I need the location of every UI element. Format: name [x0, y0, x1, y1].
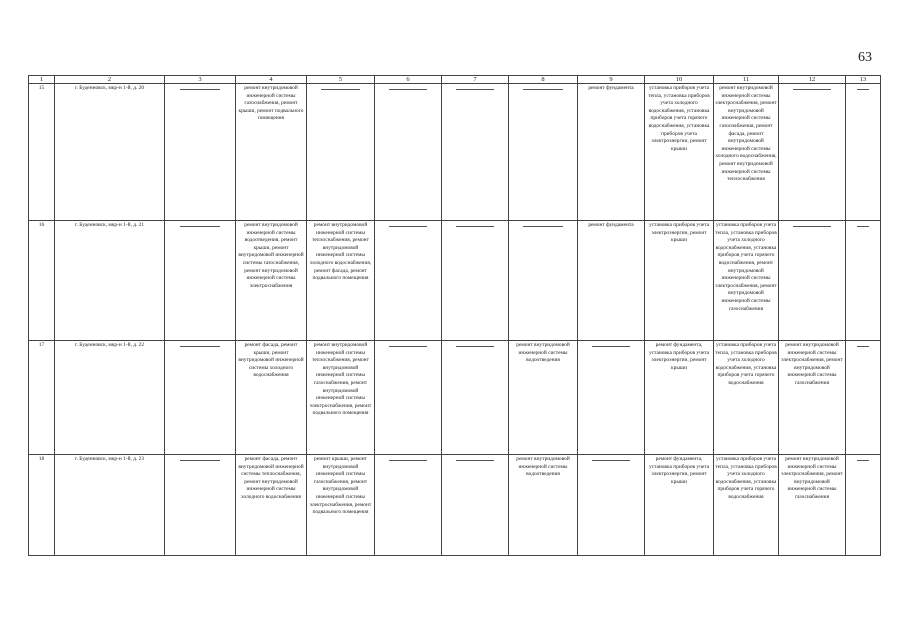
- empty-dash: [456, 89, 494, 90]
- empty-dash: [857, 89, 868, 90]
- address-cell: г. Буденновск, мкр-н 1-й, д. 21: [55, 221, 165, 341]
- table-row: [29, 221, 881, 341]
- repair-schedule-table: [28, 75, 881, 556]
- works-cell-col-13: [846, 221, 881, 341]
- column-number: 12: [779, 76, 846, 84]
- works-cell-col-8: ремонт внутридомовой инженерной системы водоотведения: [509, 455, 578, 556]
- works-cell-col-12: ремонт внутридомовой инженерной системы электроснабжения, ремонт внутридомовой инженерной системы газоснабжения: [779, 455, 846, 556]
- table-row: [29, 341, 881, 455]
- empty-dash: [389, 89, 427, 90]
- empty-dash: [857, 460, 868, 461]
- empty-dash: [389, 226, 427, 227]
- works-cell-col-8: [509, 84, 578, 221]
- works-cell-col-8: [509, 221, 578, 341]
- works-cell-col-3: [165, 221, 236, 341]
- empty-dash: [180, 346, 221, 347]
- empty-dash: [389, 346, 427, 347]
- empty-dash: [180, 89, 221, 90]
- row-number-cell: 17: [29, 341, 55, 455]
- empty-dash: [456, 460, 494, 461]
- works-cell-col-13: [846, 455, 881, 556]
- works-cell-col-3: [165, 455, 236, 556]
- column-number: 4: [236, 76, 307, 84]
- works-cell-col-12: [779, 221, 846, 341]
- works-cell-col-6: [375, 221, 442, 341]
- works-cell-col-5: ремонт крыши, ремонт внутридомовой инженерной системы газоснабжения, ремонт внутридомовой инженерной системы электроснабжения, ремонт подвального помещения: [307, 455, 375, 556]
- empty-dash: [321, 89, 360, 90]
- column-number: 1: [29, 76, 55, 84]
- empty-dash: [523, 89, 563, 90]
- column-number: 8: [509, 76, 578, 84]
- works-cell-col-11: установка приборов учета тепла, установка приборов учета холодного водоснабжения, установка приборов учета горячего водоснабжения, ремонт внутридомовой инженерной системы электроснабжения, ремонт внутридомовой инженерной системы газоснабжения: [714, 221, 779, 341]
- works-cell-col-10: установка приборов учета электроэнергии, ремонт крыши: [645, 221, 714, 341]
- empty-dash: [456, 346, 494, 347]
- works-cell-col-4: ремонт внутридомовой инженерной системы газоснабжения, ремонт крыши, ремонт подвального помещения: [236, 84, 307, 221]
- works-cell-col-4: ремонт внутридомовой инженерной системы водоотведения, ремонт крыши, ремонт внутридомовой инженерной системы газоснабжения, ремонт внутридомовой инженерной системы электроснабжения: [236, 221, 307, 341]
- column-number: 6: [375, 76, 442, 84]
- column-number: 10: [645, 76, 714, 84]
- works-cell-col-7: [442, 455, 509, 556]
- works-cell-col-4: ремонт фасада, ремонт внутридомовой инженерной системы теплоснабжения, ремонт внутридомовой инженерной системы холодного водоснабжения: [236, 455, 307, 556]
- works-cell-col-6: [375, 84, 442, 221]
- column-number: 7: [442, 76, 509, 84]
- row-number-cell: 18: [29, 455, 55, 556]
- works-cell-col-7: [442, 221, 509, 341]
- column-number: 11: [714, 76, 779, 84]
- empty-dash: [523, 226, 563, 227]
- works-cell-col-13: [846, 84, 881, 221]
- empty-dash: [180, 226, 221, 227]
- works-cell-col-12: [779, 84, 846, 221]
- row-number-cell: 15: [29, 84, 55, 221]
- works-cell-col-7: [442, 84, 509, 221]
- works-cell-col-6: [375, 341, 442, 455]
- works-cell-col-3: [165, 84, 236, 221]
- table-row: [29, 84, 881, 221]
- empty-dash: [857, 226, 868, 227]
- works-cell-col-8: ремонт внутридомовой инженерной системы водоотведения: [509, 341, 578, 455]
- column-number: 3: [165, 76, 236, 84]
- works-cell-col-4: ремонт фасада, ремонт крыши, ремонт внутридомовой инженерной системы холодного водоснабжения: [236, 341, 307, 455]
- works-cell-col-11: установка приборов учета тепла, установка приборов учета холодного водоснабжения, установка приборов учета горячего водоснабжения: [714, 455, 779, 556]
- empty-dash: [592, 346, 630, 347]
- works-cell-col-10: ремонт фундамента, установка приборов учета электроэнергии, ремонт крыши: [645, 341, 714, 455]
- column-number: 5: [307, 76, 375, 84]
- works-cell-col-10: установка приборов учета тепла, установка приборов учета холодного водоснабжения, установка приборов учета горячего водоснабжения, установка приборов учета электроэнергии, ремонт крыши: [645, 84, 714, 221]
- address-cell: г. Буденновск, мкр-н 1-й, д. 23: [55, 455, 165, 556]
- works-cell-col-11: установка приборов учета тепла, установка приборов учета холодного водоснабжения, установка приборов учета горячего водоснабжения: [714, 341, 779, 455]
- works-cell-col-9: [578, 455, 645, 556]
- empty-dash: [793, 226, 831, 227]
- works-cell-col-12: ремонт внутридомовой инженерной системы электроснабжения, ремонт внутридомовой инженерной системы газоснабжения: [779, 341, 846, 455]
- works-cell-col-9: ремонт фундамента: [578, 221, 645, 341]
- works-cell-col-7: [442, 341, 509, 455]
- works-cell-col-6: [375, 455, 442, 556]
- row-number-cell: 16: [29, 221, 55, 341]
- works-cell-col-11: ремонт внутридомовой инженерной системы электроснабжения, ремонт внутридомовой инженерной системы газоснабжения, ремонт фасада, ремонт внутридомовой инженерной системы холодного водоснабжения, ремонт внутридомовой инженерной системы теплоснабжения: [714, 84, 779, 221]
- empty-dash: [180, 460, 221, 461]
- empty-dash: [389, 460, 427, 461]
- column-number: 13: [846, 76, 881, 84]
- column-number: 9: [578, 76, 645, 84]
- works-cell-col-10: ремонт фундамента, установка приборов учета электроэнергии, ремонт крыши: [645, 455, 714, 556]
- works-cell-col-5: ремонт внутридомовой инженерной системы теплоснабжения, ремонт внутридомовой инженерной системы холодного водоснабжения, ремонт фасада, ремонт подвального помещения: [307, 221, 375, 341]
- page-number: 63: [858, 50, 872, 65]
- empty-dash: [456, 226, 494, 227]
- empty-dash: [793, 89, 831, 90]
- address-cell: г. Буденновск, мкр-н 1-й, д. 22: [55, 341, 165, 455]
- address-cell: г. Буденновск, мкр-н 1-й, д. 20: [55, 84, 165, 221]
- empty-dash: [857, 346, 868, 347]
- column-number: 2: [55, 76, 165, 84]
- header-row: [29, 76, 881, 84]
- works-cell-col-5: [307, 84, 375, 221]
- works-cell-col-9: ремонт фундамента: [578, 84, 645, 221]
- works-cell-col-13: [846, 341, 881, 455]
- works-cell-col-9: [578, 341, 645, 455]
- empty-dash: [592, 460, 630, 461]
- works-cell-col-5: ремонт внутридомовой инженерной системы теплоснабжения, ремонт внутридомовой инженерной системы газоснабжения, ремонт внутридомовой инженерной системы электроснабжения, ремонт подвального помещения: [307, 341, 375, 455]
- table-row: [29, 455, 881, 556]
- works-cell-col-3: [165, 341, 236, 455]
